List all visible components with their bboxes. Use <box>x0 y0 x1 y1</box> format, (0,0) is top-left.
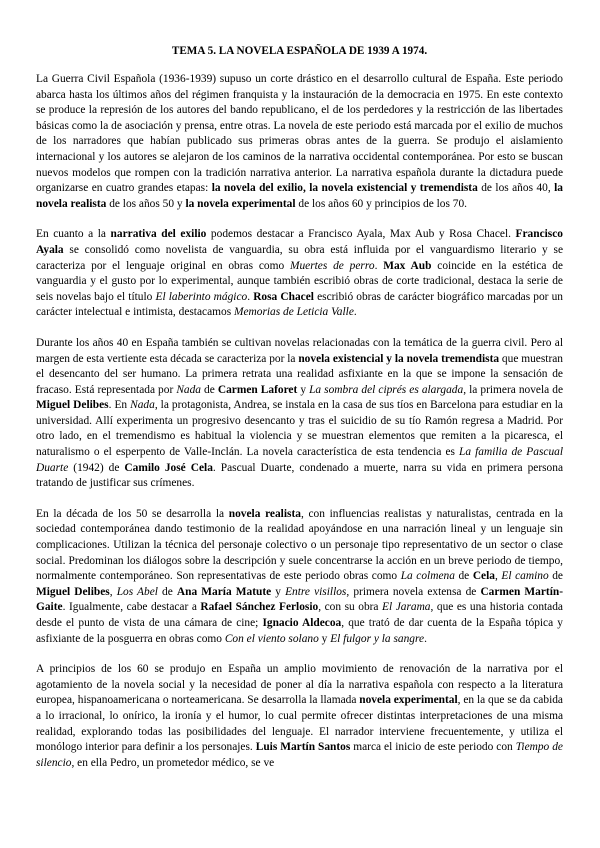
text-run: A principios de los 60 se produjo en España un amplio movimiento de renovación de la narrativa por el agotamiento de la novela social y la necesidad de poner al día la narrativa española con respecto a la literatura europea, hispanoamericana o norteamericana. Se desarrolla la llamada <box>36 663 563 707</box>
text-run: En cuanto a la <box>36 228 111 241</box>
italic-run: El fulgor y la sangre <box>330 632 425 645</box>
text-run: , <box>109 585 117 598</box>
bold-run: Cela <box>472 570 495 583</box>
text-run: , la primera novela de <box>463 383 564 396</box>
italic-run: Entre visillos <box>285 585 347 598</box>
bold-run: novela existencial y la novela tremendista <box>298 352 500 365</box>
italic-run: La colmena <box>400 570 455 583</box>
text-run: , con su obra <box>318 601 383 614</box>
text-run: de los años 60 y principios de los 70. <box>295 197 468 210</box>
text-run: de <box>157 585 177 598</box>
text-run: , primera novela extensa de <box>346 585 481 598</box>
bold-run: Camilo José Cela <box>124 461 213 474</box>
paragraph-sesenta <box>36 662 563 771</box>
bold-run: la novela realista <box>36 182 563 210</box>
document-title: TEMA 5. LA NOVELA ESPAÑOLA DE 1939 A 1974. <box>171 45 428 57</box>
bold-run: novela experimental <box>359 694 458 707</box>
text-run: , en ella Pedro, un prometedor médico, se ve <box>71 756 275 769</box>
bold-run: Carmen Martín-Gaite <box>36 585 564 614</box>
text-run: marca el inicio de este periodo con <box>350 741 516 754</box>
italic-run: El camino <box>501 570 549 583</box>
bold-run: Max Aub <box>383 259 432 272</box>
text-run: coincide en la estética de vanguardia y el gusto por lo experimental, aunque también escribió obras de corte tradicional, destaca la serie de seis novelas bajo el título <box>36 259 563 303</box>
paragraph-cincuenta <box>36 507 563 647</box>
text-run: y <box>318 632 331 645</box>
italic-run: Los Abel <box>116 585 158 598</box>
text-run: , <box>494 570 502 583</box>
text-run: , que trató de dar cuenta de la España tópica y asfixiante de la posguerra en obras como <box>36 617 563 645</box>
italic-run: Nada <box>176 383 201 396</box>
text-run: se consolidó como novelista de vanguardia, su obra está influida por el vanguardismo literario y se caracteriza por el lenguaje original en obras como <box>36 243 563 272</box>
bold-run: narrativa del exilio <box>110 228 207 241</box>
text-run: . <box>374 259 384 272</box>
text-run: escribió obras de carácter biográfico marcadas por un carácter intelectual e intimista, destacamos <box>36 290 563 319</box>
text-run: . <box>247 290 254 303</box>
text-run: Durante los años 40 en España también se cultivan novelas relacionadas con la temática de la guerra civil. Pero al margen de esta vertiente esta década se caracteriza por la <box>36 336 563 365</box>
text-run: La Guerra Civil Española (1936-1939) supuso un corte drástico en el desarrollo cultural de España. Este periodo abarca hasta los últimos años del régimen franquista y la instauración de la democracia en 1975. En este contexto se produce la represión de los autores del bando republicano, el de los perdedores y la restricción de las libertades básicas como la de asociación y prensa, entre otras. La novela de este periodo está marcada por el exilio de muchos de los narradores que habían publicado sus primeras obras antes de la guerra. Se produjo el aislamiento internacional y los autores se alejaron de los caminos de la narrativa occidental contemporánea. Por esto se buscan nuevos modelos que rompen con la tradición narrativa anterior. La narrativa española durante la dictadura puede organizarse en cuatro grandes etapas: <box>36 73 563 195</box>
bold-run: Rosa Chacel <box>253 290 314 303</box>
italic-run: Memorias de Leticia Valle <box>233 306 354 319</box>
italic-run: Tiempo de silencio <box>36 741 563 769</box>
bold-run: la novela experimental <box>185 197 296 210</box>
bold-run: Ana María Matute <box>176 585 272 598</box>
text-run: y <box>297 383 310 396</box>
bold-run: Miguel Delibes <box>36 585 110 598</box>
bold-run: Ignacio Aldecoa <box>262 617 342 629</box>
italic-run: Con el viento solano <box>224 632 319 645</box>
bold-run: Francisco Ayala <box>36 228 563 256</box>
italic-run: El laberinto mágico <box>155 290 248 303</box>
paragraph-exilio <box>36 227 563 321</box>
text-run: de <box>201 383 218 396</box>
italic-run: Muertes de perro <box>289 259 375 272</box>
paragraph-intro <box>36 72 563 212</box>
text-run: , en la que se da cabida a lo irracional, lo onírico, la ironía y el humor, lo cual permite ofrecer distintas interpretaciones de una misma realidad, explorando todas las posibilidades del lenguaje. El narrador interviene frecuentemente, y utiliza el monólogo interior para definir a los personajes. <box>36 694 563 754</box>
text-run: de <box>454 570 473 583</box>
text-run: y <box>271 585 286 598</box>
text-run: de <box>548 570 563 583</box>
text-run: . <box>424 632 427 645</box>
text-run: . En <box>108 399 131 412</box>
bold-run: la novela del exilio, la novela existencial y tremendista <box>211 182 478 195</box>
text-run: En la década de los 50 se desarrolla la <box>36 507 229 520</box>
text-run: que muestran el desencanto del ser humano. La primera retrata una realidad asfixiante en la que se impone la sensación de fracaso. Está representada por <box>36 352 563 396</box>
text-run: . Pascual Duarte, condenado a muerte, narra su vida en primera persona tratando de justificar sus crímenes. <box>36 461 563 490</box>
text-run: , que es una historia contada desde el punto de vista de una cámara de cine; <box>36 601 563 629</box>
bold-run: Miguel Delibes <box>36 399 109 412</box>
bold-run: Rafael Sánchez Ferlosio <box>200 601 319 614</box>
text-run: . Igualmente, cabe destacar a <box>62 601 201 614</box>
text-run: , con influencias realistas y naturalistas, centrada en la sociedad contemporánea dando testimonio de la realidad apoyándose en una narración lineal y un lenguaje sin complicaciones. Utilizan la técnica del personaje colectivo o un personaje tipo representativo de un sector o clase social. Predominan los diálogos sobre la descripción y suele concentrarse la acción en un breve periodo de tiempo, normalmente contemporáneo. Son representativas de este periodo obras como <box>36 507 563 583</box>
bold-run: Luis Martín Santos <box>255 741 351 754</box>
text-run: de los años 50 y <box>106 197 186 210</box>
italic-run: La familia de Pascual Duarte <box>36 446 563 474</box>
text-run: de los años 40, <box>477 182 555 195</box>
paragraph-cuarenta <box>36 336 563 492</box>
text-run: (1942) de <box>68 461 125 474</box>
italic-run: El Jarama <box>382 601 431 614</box>
text-run: . <box>353 306 357 319</box>
text-run: podemos destacar a Francisco Ayala, Max Aub y Rosa Chacel. <box>206 228 516 241</box>
italic-run: La sombra del ciprés es alargada <box>309 383 464 396</box>
bold-run: novela realista <box>228 507 301 520</box>
text-run: , la protagonista, Andrea, se instala en la casa de sus tíos en Barcelona para estudiar en la universidad. Allí experimenta un progresivo desencanto y tras el suicidio de su tío Ramón regresa a Madrid. Por otro lado, en el tremendismo es habitual la violencia y se muestran elementos que remiten a la picaresca, el naturalismo o el esperpento de Valle-Inclán. La novela característica de esta tendencia es <box>36 399 563 459</box>
italic-run: Nada <box>130 399 155 412</box>
bold-run: Carmen Laforet <box>217 383 298 396</box>
